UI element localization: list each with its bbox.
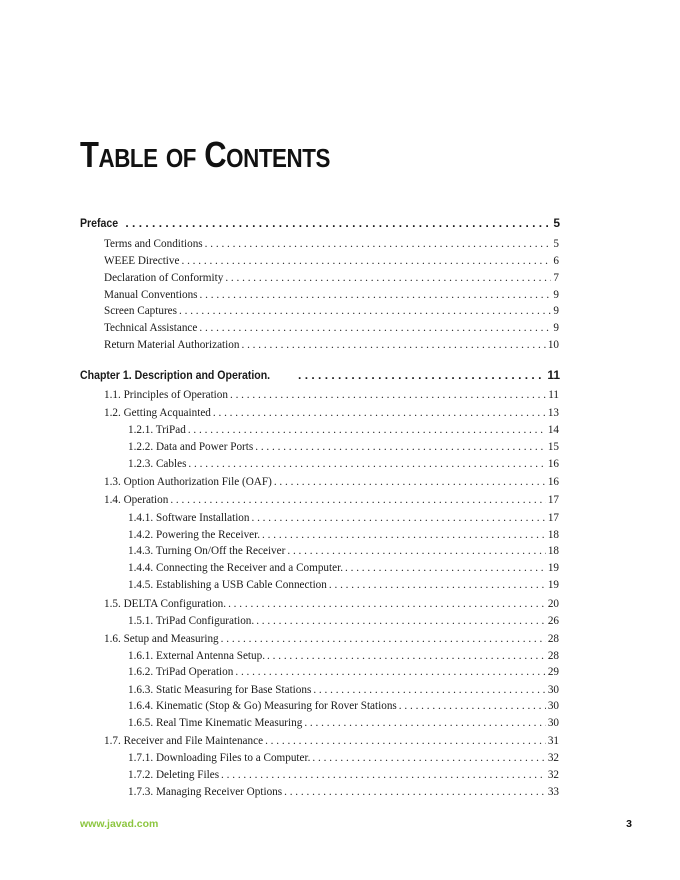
toc-entry[interactable] bbox=[128, 664, 559, 680]
toc-page-number: 18 bbox=[547, 529, 559, 541]
footer-page-number: 3 bbox=[626, 818, 632, 830]
toc-page-number: 30 bbox=[547, 700, 559, 712]
toc-entry-label: 1.7.3. Managing Receiver Options bbox=[128, 786, 283, 798]
toc-entry-label: Declaration of Conformity bbox=[104, 272, 224, 284]
toc-page-number: 18 bbox=[547, 545, 559, 557]
toc-entry-label: 1.2.2. Data and Power Ports bbox=[128, 441, 254, 453]
toc-entry[interactable] bbox=[128, 543, 559, 559]
toc-page-number: 30 bbox=[547, 684, 559, 696]
toc-entry[interactable] bbox=[128, 682, 559, 698]
toc-dot-leader bbox=[267, 648, 546, 664]
toc-page-number: 9 bbox=[553, 289, 559, 301]
toc-page-number: 11 bbox=[547, 368, 560, 382]
toc-entry[interactable] bbox=[104, 631, 559, 647]
footer-url[interactable]: www.javad.com bbox=[80, 818, 159, 830]
toc-entry-label: Technical Assistance bbox=[104, 322, 198, 334]
toc-page-number: 6 bbox=[553, 255, 559, 267]
toc-entry-label: 1.7.2. Deleting Files bbox=[128, 769, 220, 781]
toc-page-number: 13 bbox=[547, 407, 559, 419]
toc-dot-leader bbox=[188, 456, 545, 472]
toc-dot-leader bbox=[329, 577, 546, 593]
toc-entry[interactable] bbox=[128, 439, 559, 455]
toc-page-number: 28 bbox=[547, 633, 559, 645]
toc-page-number: 16 bbox=[547, 458, 559, 470]
toc-entry[interactable] bbox=[128, 715, 559, 731]
toc-entry[interactable] bbox=[104, 236, 559, 252]
toc-entry-label: 1.6.5. Real Time Kinematic Measuring bbox=[128, 717, 303, 729]
toc-entry-label: Manual Conventions bbox=[104, 289, 198, 301]
toc-dot-leader bbox=[274, 474, 546, 490]
toc-dot-leader bbox=[200, 287, 552, 303]
toc-dot-leader bbox=[181, 253, 551, 269]
toc-entry-label: 1.6.4. Kinematic (Stop & Go) Measuring for Rover Stations bbox=[128, 700, 397, 712]
toc-dot-leader bbox=[170, 492, 546, 508]
toc-page-number: 26 bbox=[547, 615, 559, 627]
toc-entry[interactable] bbox=[128, 767, 559, 783]
toc-chapter-entry[interactable] bbox=[80, 214, 560, 232]
toc-page-number: 9 bbox=[553, 322, 559, 334]
toc-dot-leader bbox=[255, 439, 546, 455]
toc-dot-leader bbox=[241, 337, 545, 353]
toc-dot-leader bbox=[125, 214, 551, 232]
toc-entry[interactable] bbox=[128, 784, 559, 800]
toc-dot-leader bbox=[213, 405, 546, 421]
toc-entry[interactable] bbox=[128, 422, 559, 438]
toc-page-number: 9 bbox=[553, 305, 559, 317]
toc-entry-label: 1.5. DELTA Configuration. bbox=[104, 598, 227, 610]
toc-dot-leader bbox=[312, 750, 545, 766]
toc-entry[interactable] bbox=[104, 270, 559, 286]
toc-page-number: 32 bbox=[547, 769, 559, 781]
toc-entry-label: 1.4.4. Connecting the Receiver and a Computer. bbox=[128, 562, 343, 574]
toc-page-number: 20 bbox=[547, 598, 559, 610]
toc-entry-label: 1.6.2. TriPad Operation bbox=[128, 666, 234, 678]
toc-entry[interactable] bbox=[128, 527, 559, 543]
toc-dot-leader bbox=[251, 510, 545, 526]
toc-entry[interactable] bbox=[128, 456, 559, 472]
toc-entry[interactable] bbox=[104, 405, 559, 421]
toc-page-number: 11 bbox=[548, 389, 559, 401]
toc-entry-label: Terms and Conditions bbox=[104, 238, 203, 250]
toc-dot-leader bbox=[179, 303, 551, 319]
toc-dot-leader bbox=[304, 715, 545, 731]
toc-entry[interactable] bbox=[104, 303, 559, 319]
toc-entry-label: 1.2. Getting Acquainted bbox=[104, 407, 211, 419]
toc-entry-label: 1.4.3. Turning On/Off the Receiver bbox=[128, 545, 286, 557]
toc-dot-leader bbox=[313, 682, 545, 698]
toc-entry-label: 1.3. Option Authorization File (OAF) bbox=[104, 476, 272, 488]
toc-entry[interactable] bbox=[128, 560, 559, 576]
toc-entry-label: 1.7.1. Downloading Files to a Computer. bbox=[128, 752, 311, 764]
toc-page-number: 30 bbox=[547, 717, 559, 729]
toc-entry[interactable] bbox=[104, 287, 559, 303]
toc-entry-label: 1.5.1. TriPad Configuration. bbox=[128, 615, 255, 627]
toc-page-number: 10 bbox=[547, 339, 559, 351]
toc-entry-label: 1.4.1. Software Installation bbox=[128, 512, 250, 524]
toc-entry[interactable] bbox=[104, 596, 559, 612]
toc-entry-label: 1.6. Setup and Measuring bbox=[104, 633, 219, 645]
toc-entry[interactable] bbox=[128, 648, 559, 664]
toc-page-number: 19 bbox=[547, 579, 559, 591]
toc-dot-leader bbox=[265, 733, 546, 749]
toc-page-number: 28 bbox=[547, 650, 559, 662]
toc-entry-label: 1.2.3. Cables bbox=[128, 458, 187, 470]
toc-entry[interactable] bbox=[104, 387, 559, 403]
toc-dot-leader bbox=[221, 767, 546, 783]
toc-dot-leader bbox=[199, 320, 551, 336]
toc-entry-label: 1.6.3. Static Measuring for Base Stations bbox=[128, 684, 312, 696]
toc-page-number: 14 bbox=[547, 424, 559, 436]
toc-page-number: 16 bbox=[547, 476, 559, 488]
toc-entry-label: Screen Captures bbox=[104, 305, 178, 317]
toc-dot-leader bbox=[230, 387, 546, 403]
toc-entry[interactable] bbox=[104, 320, 559, 336]
toc-page-number: 33 bbox=[547, 786, 559, 798]
toc-page-number: 29 bbox=[547, 666, 559, 678]
toc-dot-leader bbox=[287, 543, 545, 559]
toc-entry[interactable] bbox=[104, 337, 559, 353]
toc-dot-leader bbox=[221, 631, 546, 647]
toc-page-number: 19 bbox=[547, 562, 559, 574]
toc-entry[interactable] bbox=[128, 613, 559, 629]
toc-dot-leader bbox=[345, 560, 546, 576]
toc-dot-leader bbox=[188, 422, 546, 438]
toc-chapter-entry[interactable] bbox=[80, 366, 560, 384]
toc-dot-leader bbox=[235, 664, 545, 680]
toc-page-number: 7 bbox=[553, 272, 559, 284]
toc-entry-label: Chapter 1. Description and Operation. bbox=[80, 368, 271, 382]
toc-page-number: 5 bbox=[553, 216, 560, 230]
toc-entry[interactable] bbox=[104, 492, 559, 508]
toc-entry-label: Return Material Authorization bbox=[104, 339, 240, 351]
toc-entry-label: 1.6.1. External Antenna Setup. bbox=[128, 650, 266, 662]
toc-dot-leader bbox=[399, 698, 546, 714]
toc-entry-label: 1.1. Principles of Operation bbox=[104, 389, 228, 401]
toc-entry[interactable] bbox=[128, 510, 559, 526]
toc-entry-label: 1.4.2. Powering the Receiver. bbox=[128, 529, 261, 541]
toc-entry[interactable] bbox=[104, 733, 559, 749]
toc-entry[interactable] bbox=[128, 577, 559, 593]
page-title: TABLE OF CONTENTS bbox=[80, 134, 330, 175]
toc-page-number: 5 bbox=[553, 238, 559, 250]
toc-page-number: 17 bbox=[547, 494, 559, 506]
toc-dot-leader bbox=[228, 596, 546, 612]
toc-page-number: 32 bbox=[547, 752, 559, 764]
toc-entry[interactable] bbox=[128, 750, 559, 766]
toc-dot-leader bbox=[256, 613, 546, 629]
toc-entry-label: 1.7. Receiver and File Maintenance bbox=[104, 735, 264, 747]
toc-entry[interactable] bbox=[104, 253, 559, 269]
toc-dot-leader bbox=[225, 270, 551, 286]
toc-page-number: 17 bbox=[547, 512, 559, 524]
toc-dot-leader bbox=[298, 366, 545, 384]
toc-page-number: 15 bbox=[547, 441, 559, 453]
toc-entry-label: 1.2.1. TriPad bbox=[128, 424, 186, 436]
toc-entry[interactable] bbox=[104, 474, 559, 490]
toc-entry[interactable] bbox=[128, 698, 559, 714]
toc-entry-label: Preface bbox=[80, 216, 119, 230]
toc-dot-leader bbox=[284, 784, 546, 800]
toc-entry-label: WEEE Directive bbox=[104, 255, 180, 267]
toc-entry-label: 1.4. Operation bbox=[104, 494, 169, 506]
toc-dot-leader bbox=[205, 236, 552, 252]
toc-dot-leader bbox=[262, 527, 546, 543]
toc-entry-label: 1.4.5. Establishing a USB Cable Connection bbox=[128, 579, 327, 591]
toc-page-number: 31 bbox=[547, 735, 559, 747]
